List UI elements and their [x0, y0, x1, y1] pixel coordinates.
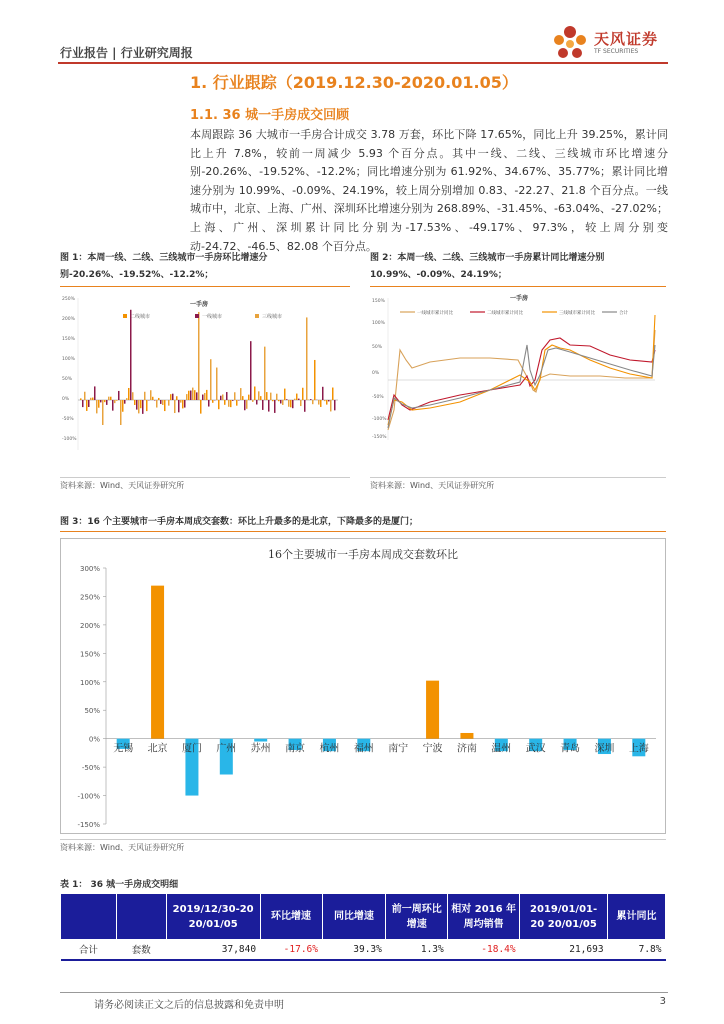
figure2-rule: [370, 286, 666, 287]
table-cell: -18.4%: [448, 940, 520, 960]
logo-subtitle: TF SECURITIES: [594, 48, 639, 55]
figure1-legend-item: 二线城市: [130, 314, 151, 320]
report-type: 行业报告 | 行业研究周报: [60, 46, 193, 60]
table-caption: 表 1： 36 城一手房成交明细: [60, 880, 179, 890]
figure1-source: 资料来源：Wind、天风证券研究所: [60, 481, 185, 490]
table-header-cell: 相对 2016 年周均销售: [448, 894, 520, 940]
x-tick-label: 苏州: [250, 743, 271, 755]
svg-text:50%: 50%: [372, 345, 383, 350]
table-header-row: [61, 894, 666, 940]
x-tick-label: 济南: [456, 743, 477, 755]
header-divider: [58, 62, 668, 64]
y-tick-label: 100%: [79, 678, 100, 687]
svg-text:-100%: -100%: [62, 437, 77, 442]
figure1-legend-item: 三线城市: [262, 314, 283, 320]
table-header-cell: 累计同比: [608, 894, 666, 940]
y-tick-label: 250%: [79, 593, 100, 602]
figure1-legend-item: 一线城市: [202, 314, 223, 320]
bar-9: [426, 681, 439, 739]
page-number: 3: [659, 996, 666, 1007]
figure3-rule: [60, 531, 666, 532]
y-tick-label: 0%: [88, 735, 100, 744]
y-tick-label: -50%: [81, 764, 100, 773]
section-paragraph: 本周跟踪 36 大城市一手房合计成交 3.78 万套，环比下降 17.65%，同比上升 39.25%，累计同比上升 7.8%，较前一周减少 5.93 个百分点。其中一线、二线、三线城市环比增速分别-20.26%、-19.52%、-12.2%；同比增速分别为 61.92%、34.67%、35.77%；累计同比增速分别为 10.99%、-0.09%、24.19%，较上周分别增加 0.83、-22.27、21.8 个百分点。一线城市中，北京、上海、广州、深圳环比增速分别为 268.89%、-31.45%、-63.04%、-27.02%；上海、广州、深圳累计同比分别为-17.53%、-49.17%、97.3%，较上周分别变动-24.72、-46.5、82.08 个百分点。: [190, 128, 668, 253]
figure3-chart: [60, 538, 666, 834]
footer-disclaimer: 请务必阅读正文之后的信息披露和免责申明: [94, 1000, 284, 1011]
x-tick-label: 宁波: [422, 743, 443, 755]
x-tick-label: 杭州: [319, 743, 340, 755]
table-header-cell: 前一周环比增速: [386, 894, 448, 940]
company-logo: [548, 24, 678, 64]
svg-text:250%: 250%: [62, 297, 75, 302]
x-tick-label: 福州: [353, 743, 374, 755]
svg-text:100%: 100%: [372, 321, 385, 326]
x-tick-label: 广州: [216, 743, 237, 755]
table-header-cell: [116, 894, 166, 940]
y-tick-label: 50%: [84, 707, 100, 716]
svg-text:-150%: -150%: [372, 435, 387, 440]
transaction-table: [60, 893, 666, 961]
figure1-chart: [60, 290, 350, 470]
svg-text:200%: 200%: [62, 317, 75, 322]
figure3-source: 资料来源：Wind、天风证券研究所: [60, 843, 185, 852]
x-tick-label: 上海: [628, 743, 649, 755]
figure2-legend-item: 一线城市累计同比: [417, 311, 453, 316]
table-cell: 21,693: [520, 940, 608, 960]
table-cell: -17.6%: [260, 940, 322, 960]
logo-title: 天风证券: [594, 30, 659, 48]
table-cell: 合计: [61, 940, 117, 960]
footer-divider: [60, 992, 668, 993]
figure3-source-rule: [60, 839, 666, 840]
figure2-caption: 图 2：本周一线、二线、三线城市一手房累计同比增速分别 10.99%、-0.09%、24.19%；: [370, 253, 605, 280]
bar-4: [254, 739, 267, 742]
table-cell: 1.3%: [386, 940, 448, 960]
svg-text:150%: 150%: [372, 299, 385, 304]
figure2-legend-item: 合计: [619, 311, 628, 316]
y-tick-label: 150%: [79, 650, 100, 659]
x-tick-label: 温州: [491, 743, 512, 755]
svg-text:-50%: -50%: [62, 417, 74, 422]
x-tick-label: 南京: [285, 743, 306, 755]
figure2-legend-item: 三线城市累计同比: [559, 311, 595, 316]
table-header-cell: 同比增速: [322, 894, 386, 940]
figure2-legend-item: 二线城市累计同比: [487, 311, 523, 316]
table-cell: 37,840: [166, 940, 260, 960]
table-header-cell: 环比增速: [260, 894, 322, 940]
figure1-source-rule: [60, 477, 350, 478]
y-tick-label: -150%: [77, 821, 100, 829]
figure1-caption: 图 1：本周一线、二线、三线城市一手房环比增速分别-20.26%、-19.52%、-12.2%；: [60, 253, 268, 280]
y-tick-label: -100%: [77, 792, 100, 801]
figure1-legend-title: 一手房: [190, 301, 209, 308]
table-cell: 套数: [116, 940, 166, 960]
x-tick-label: 深圳: [594, 743, 615, 755]
chart-title: 16个主要城市一手房本周成交套数环比: [268, 548, 458, 561]
table-header-cell: 2019/01/01-20 20/01/05: [520, 894, 608, 940]
figure2-legend-title: 一手房: [510, 295, 529, 302]
svg-text:-100%: -100%: [372, 417, 387, 422]
table-cell: 39.3%: [322, 940, 386, 960]
logo-flower-icon: [548, 24, 592, 64]
svg-text:0%: 0%: [372, 371, 380, 376]
svg-text:-50%: -50%: [372, 395, 384, 400]
y-tick-label: 200%: [79, 621, 100, 630]
figure1-rule: [60, 286, 350, 287]
table-header-cell: [61, 894, 117, 940]
figure3-caption: 图 3：16 个主要城市一手房本周成交套数：环比上升最多的是北京，下降最多的是厦门；: [60, 517, 419, 527]
x-tick-label: 北京: [147, 743, 168, 755]
bar-1: [151, 586, 164, 739]
figure2-source-rule: [370, 477, 666, 478]
svg-text:50%: 50%: [62, 377, 73, 382]
section-heading: 1. 行业跟踪（2019.12.30-2020.01.05）: [190, 73, 518, 92]
x-tick-label: 南宁: [388, 743, 409, 755]
table-header-cell: 2019/12/30-20 20/01/05: [166, 894, 260, 940]
svg-text:150%: 150%: [62, 337, 75, 342]
x-tick-label: 武汉: [525, 743, 546, 755]
x-tick-label: 无锡: [113, 743, 134, 755]
x-tick-label: 青岛: [560, 743, 581, 755]
figure2-source: 资料来源：Wind、天风证券研究所: [370, 481, 495, 490]
svg-text:100%: 100%: [62, 357, 75, 362]
subsection-heading: 1.1. 36 城一手房成交回顾: [190, 108, 350, 123]
bar-10: [460, 733, 473, 739]
figure2-chart: [370, 290, 666, 470]
table-row: [61, 940, 666, 960]
x-tick-label: 厦门: [181, 743, 202, 755]
svg-text:0%: 0%: [62, 397, 70, 402]
y-tick-label: 300%: [79, 565, 100, 573]
table-cell: 7.8%: [608, 940, 666, 960]
